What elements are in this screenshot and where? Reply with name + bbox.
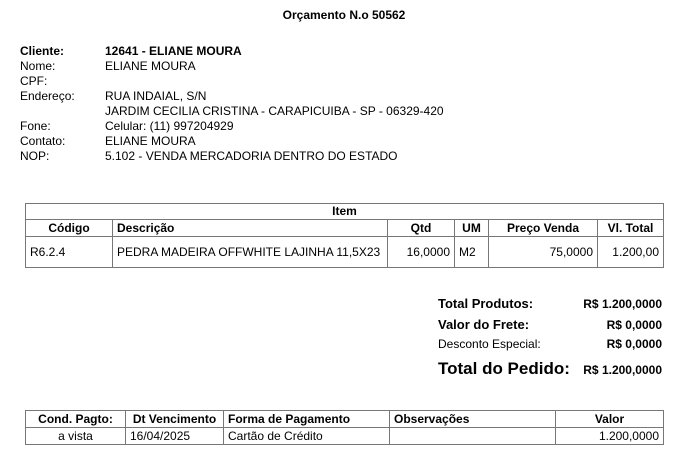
name-value: ELIANE MOURA — [105, 59, 196, 73]
cell-vencimento: 16/04/2025 — [126, 428, 224, 445]
col-codigo: Código — [26, 220, 113, 237]
totals-block — [438, 296, 662, 379]
cpf-label: CPF: — [20, 74, 48, 88]
total-pedido-row — [438, 359, 662, 379]
cell-cond: a vista — [26, 428, 126, 445]
total-produtos-value: R$ 1.200,0000 — [583, 297, 662, 311]
client-row — [20, 44, 444, 59]
cell-codigo: R6.2.4 — [26, 237, 113, 268]
address-row — [20, 89, 444, 104]
address-line2: JARDIM CECILIA CRISTINA - CARAPICUIBA - SP - 06329-420 — [105, 104, 444, 118]
items-group-header: Item — [26, 204, 664, 220]
cell-preco: 75,0000 — [489, 237, 598, 268]
cell-um: M2 — [455, 237, 489, 268]
col-preco: Preço Venda — [489, 220, 598, 237]
valor-frete-row — [438, 317, 662, 337]
cpf-row — [20, 74, 444, 89]
col-observacoes: Observações — [390, 411, 556, 428]
name-label: Nome: — [20, 59, 56, 73]
col-descricao: Descrição — [113, 220, 388, 237]
items-column-header-row — [26, 220, 664, 237]
items-table — [25, 203, 664, 268]
desconto-value: R$ 0,0000 — [606, 337, 662, 351]
cell-total: 1.200,00 — [598, 237, 664, 268]
address-row-2 — [20, 104, 444, 119]
cell-valor: 1.200,0000 — [556, 428, 664, 445]
desconto-label: Desconto Especial: — [438, 337, 541, 351]
desconto-row — [438, 337, 662, 359]
col-qtd: Qtd — [388, 220, 455, 237]
col-total: Vl. Total — [598, 220, 664, 237]
client-label: Cliente: — [20, 44, 65, 58]
table-row — [26, 237, 664, 268]
nop-value: 5.102 - VENDA MERCADORIA DENTRO DO ESTADO — [105, 149, 398, 163]
contact-row — [20, 134, 444, 149]
total-produtos-label: Total Produtos: — [438, 296, 534, 311]
cell-forma: Cartão de Crédito — [224, 428, 390, 445]
address-label-blank — [20, 104, 105, 119]
total-produtos-row — [438, 296, 662, 317]
name-row — [20, 59, 444, 74]
address-label: Endereço: — [20, 89, 75, 103]
payment-table — [25, 410, 664, 445]
col-um: UM — [455, 220, 489, 237]
total-pedido-value: R$ 1.200,0000 — [583, 363, 662, 377]
col-forma-pagamento: Forma de Pagamento — [224, 411, 390, 428]
col-cond-pagto: Cond. Pagto: — [26, 411, 126, 428]
cell-obs — [390, 428, 556, 445]
col-valor: Valor — [556, 411, 664, 428]
phone-label: Fone: — [20, 119, 51, 133]
valor-frete-label: Valor do Frete: — [438, 317, 530, 332]
cell-qtd: 16,0000 — [388, 237, 455, 268]
phone-row — [20, 119, 444, 134]
nop-row — [20, 149, 444, 164]
contact-label: Contato: — [20, 134, 66, 148]
nop-label: NOP: — [20, 149, 50, 163]
cell-descricao: PEDRA MADEIRA OFFWHITE LAJINHA 11,5X23 — [113, 237, 388, 268]
col-dt-vencimento: Dt Vencimento — [126, 411, 224, 428]
phone-value: Celular: (11) 997204929 — [105, 119, 234, 133]
items-group-header-row — [26, 204, 664, 220]
address-line1: RUA INDAIAL, S/N — [105, 89, 207, 103]
page-title: Orçamento N.o 50562 — [282, 8, 406, 22]
client-info — [20, 44, 444, 164]
total-pedido-label: Total do Pedido: — [438, 359, 570, 378]
client-value: 12641 - ELIANE MOURA — [105, 44, 242, 58]
valor-frete-value: R$ 0,0000 — [606, 318, 662, 332]
contact-value: ELIANE MOURA — [105, 134, 196, 148]
table-row — [26, 428, 664, 445]
payment-header-row — [26, 411, 664, 428]
